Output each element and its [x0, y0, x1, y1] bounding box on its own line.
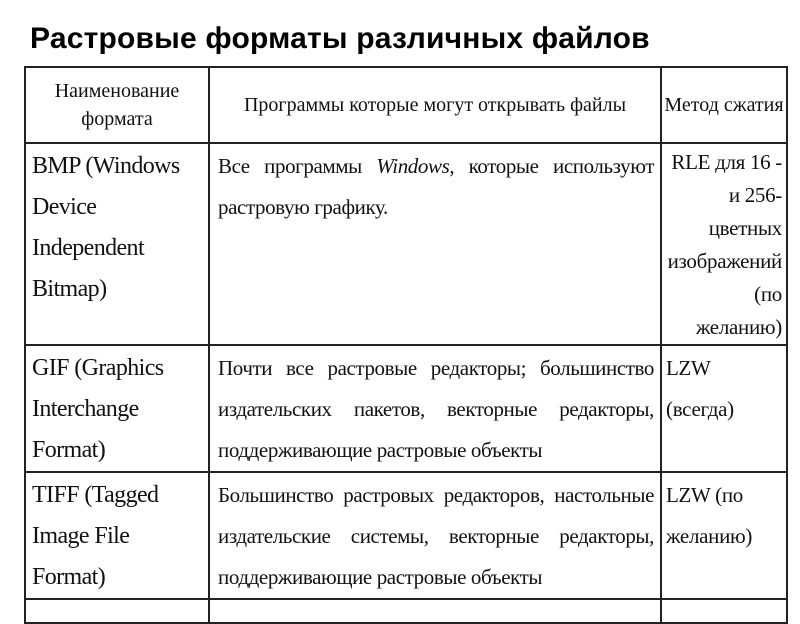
programs-text: Все программы	[218, 154, 377, 178]
compression-cell: LZW (всегда)	[661, 345, 787, 472]
compression-cell	[661, 599, 787, 623]
table-row	[25, 143, 787, 345]
programs-cell: Почти все растровые редакторы; большинство издательских пакетов, векторные редакторы, поддерживающие растровые объекты	[209, 345, 661, 472]
format-cell: GIF (Graphics Interchange Format)	[25, 345, 209, 472]
table-row	[25, 345, 787, 472]
table-row	[25, 599, 787, 623]
header-programs: Программы которые могут открывать файлы	[209, 67, 661, 143]
format-cell: TIFF (Tagged Image File Format)	[25, 472, 209, 599]
format-cell	[25, 599, 209, 623]
formats-table	[24, 66, 788, 624]
format-cell: BMP (Windows Device Independent Bitmap)	[25, 143, 209, 345]
compression-cell: RLE для 16 - и 256-цветных изображений (по желанию)	[661, 143, 787, 345]
programs-text: , которые используют растровую графику.	[218, 154, 654, 219]
header-compression: Метод сжатия	[661, 67, 787, 143]
table-row	[25, 472, 787, 599]
programs-cell: Большинство растровых редакторов, настольные издательские системы, векторные редакторы, поддерживающие растровые объекты	[209, 472, 661, 599]
programs-text-italic: Windows	[376, 154, 450, 178]
compression-cell: LZW (по желанию)	[661, 472, 787, 599]
header-format-name: Наименование формата	[25, 67, 209, 143]
programs-cell	[209, 599, 661, 623]
table-header-row	[25, 67, 787, 143]
formats-table-container	[24, 66, 786, 590]
programs-cell	[209, 143, 661, 345]
slide-title: Растровые форматы различных файлов	[30, 22, 650, 55]
